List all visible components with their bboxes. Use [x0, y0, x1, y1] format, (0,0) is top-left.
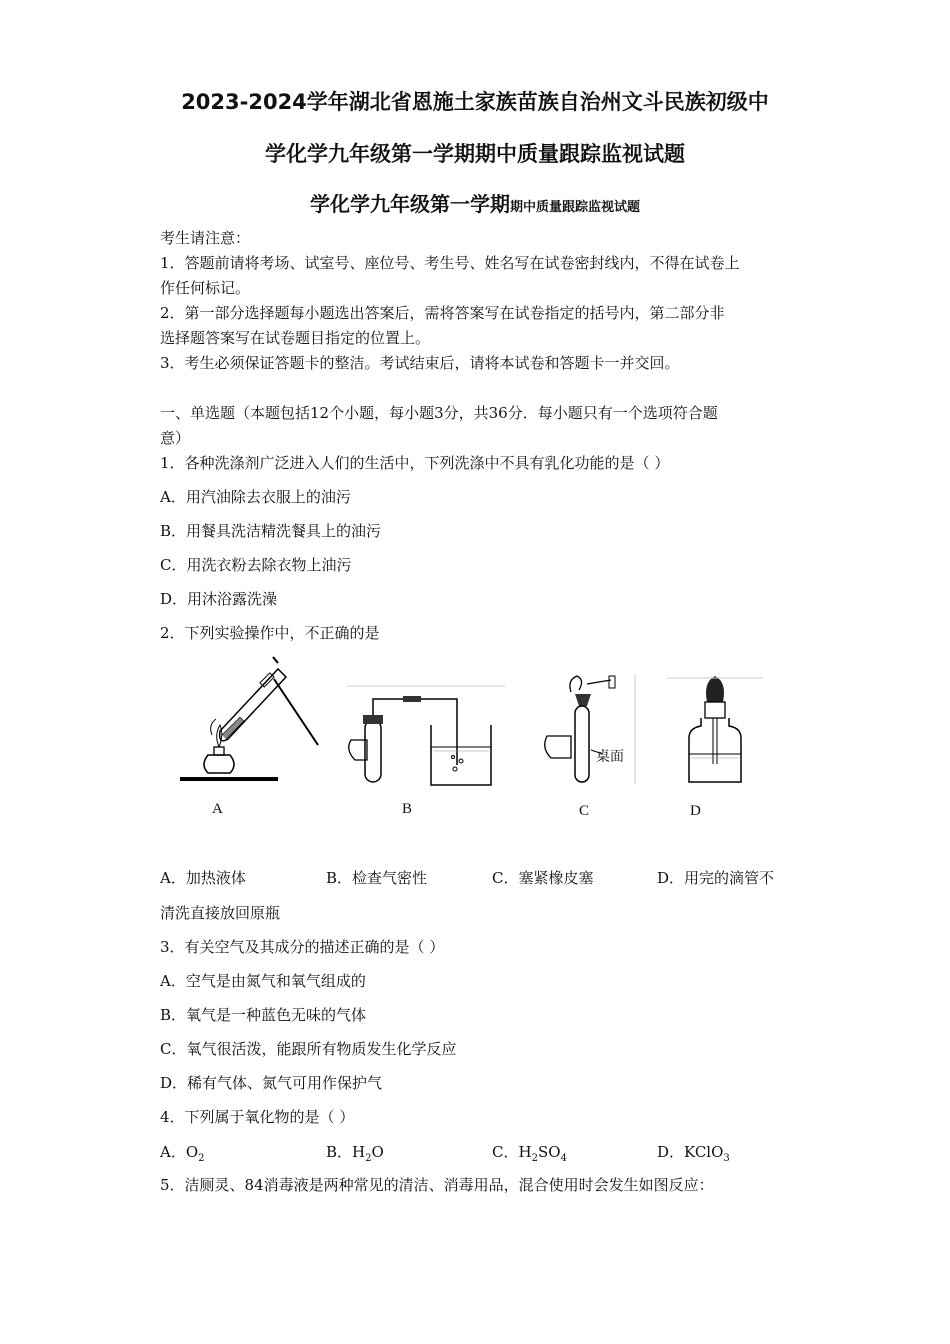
figure-c-table-label: 桌面: [596, 749, 624, 765]
title-line-3-small: 期中质量跟踪监视试题: [509, 200, 640, 215]
q4-c-mid: SO: [537, 1143, 561, 1161]
q4-option-d: [657, 1141, 730, 1164]
q4-b-text: B．H: [326, 1143, 366, 1161]
q1-option-b: B．用餐具洗洁精洗餐具上的油污: [160, 522, 382, 540]
q4-d-sub: 3: [723, 1153, 730, 1164]
figure-a-heating: [178, 655, 323, 785]
title-line-3-main: 学化学九年级第一学期: [309, 192, 510, 216]
figure-a-label: A: [212, 801, 223, 817]
figure-b-label: B: [402, 801, 413, 817]
figure-d-dropper: [665, 672, 765, 790]
q5-stem: 5．洁厕灵、84消毒液是两种常见的清洁、消毒用品，混合使用时会发生如图反应：: [160, 1176, 714, 1194]
q3-stem: 3．有关空气及其成分的描述正确的是（ ）: [160, 938, 445, 956]
section-heading: 一、单选题（本题包括12个小题，每小题3分，共36分．每小题只有一个选项符合题: [160, 404, 718, 422]
q4-option-a: [160, 1141, 205, 1164]
q1-option-d: D．用沐浴露洗澡: [160, 590, 278, 608]
notice-item-2-cont: 选择题答案写在试卷题目指定的位置上。: [160, 329, 431, 347]
q1-option-a: A．用汽油除去衣服上的油污: [160, 488, 351, 506]
q4-option-c: [492, 1141, 567, 1164]
q3-option-c: C．氧气很活泼，能跟所有物质发生化学反应: [160, 1040, 457, 1058]
notice-heading: 考生请注意：: [160, 229, 251, 247]
figure-c-stopper: [535, 672, 645, 792]
q2-option-d: D．用完的滴管不: [657, 869, 775, 887]
q4-b-suffix: O: [371, 1143, 384, 1161]
q3-option-b: B．氧气是一种蓝色无味的气体: [160, 1006, 367, 1024]
section-heading-cont: 意）: [160, 429, 191, 447]
notice-item-2: 2．第一部分选择题每小题选出答案后，需将答案写在试卷指定的括号内，第二部分非: [160, 304, 725, 322]
q4-a-sub: 2: [198, 1153, 205, 1164]
q4-a-text: A．O: [160, 1143, 199, 1161]
figure-b-airtightness: [345, 685, 505, 790]
q4-c-text: C．H: [492, 1143, 532, 1161]
q2-option-a: A．加热液体: [160, 869, 246, 887]
q4-stem: 4．下列属于氧化物的是（ ）: [160, 1108, 355, 1126]
q4-d-text: D．KClO: [657, 1143, 724, 1161]
title-line-2: 学化学九年级第一学期期中质量跟踪监视试题: [265, 142, 685, 166]
notice-item-1: 1．答题前请将考场、试室号、座位号、考生号、姓名写在试卷密封线内，不得在试卷上: [160, 254, 740, 272]
title-line-1: 2023-2024学年湖北省恩施土家族苗族自治州文斗民族初级中: [181, 90, 769, 114]
q4-option-b: [326, 1141, 384, 1164]
q3-option-d: D．稀有气体、氮气可用作保护气: [160, 1074, 383, 1092]
figure-c-label: C: [579, 803, 590, 819]
q1-option-c: C．用洗衣粉去除衣物上油污: [160, 556, 352, 574]
q2-option-d-cont: 清洗直接放回原瓶: [160, 904, 281, 922]
q2-option-b: B．检查气密性: [326, 869, 428, 887]
q2-option-c: C．塞紧橡皮塞: [492, 869, 594, 887]
figure-d-label: D: [690, 803, 701, 819]
q4-b-sub: 2: [365, 1153, 372, 1164]
q1-stem: 1．各种洗涤剂广泛进入人们的生活中，下列洗涤中不具有乳化功能的是（ ）: [160, 454, 670, 472]
title-line-3: [0, 188, 950, 217]
notice-item-3: 3．考生必须保证答题卡的整洁。考试结束后，请将本试卷和答题卡一并交回。: [160, 354, 680, 372]
notice-item-1-cont: 作任何标记。: [160, 279, 251, 297]
q4-c-sub2: 4: [560, 1153, 567, 1164]
q2-stem: 2．下列实验操作中，不正确的是: [160, 624, 380, 642]
q3-option-a: A．空气是由氮气和氧气组成的: [160, 972, 366, 990]
q4-c-sub1: 2: [531, 1153, 538, 1164]
